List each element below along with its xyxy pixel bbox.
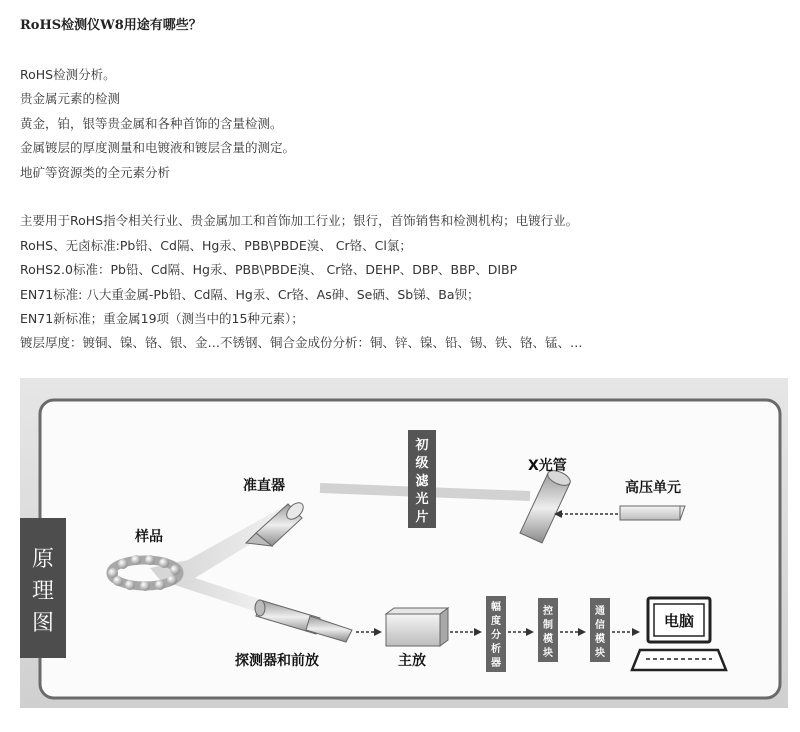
detail-line: 主要用于RoHS指令相关行业、贵金属加工和首饰加工行业；银行，首饰销售和检测机构；电镀行业。 bbox=[20, 213, 579, 229]
detail-line: EN71标准: 八大重金属-Pb铅、Cd隔、Hg汞、Cr铬、As砷、Se硒、Sb锑、Ba钡； bbox=[20, 286, 480, 302]
comm-char: 通 bbox=[595, 606, 605, 617]
side-tab bbox=[20, 518, 66, 658]
analyzer-char: 分 bbox=[491, 630, 501, 641]
side-tab-char: 图 bbox=[31, 611, 55, 636]
filter-char: 级 bbox=[415, 456, 429, 471]
main-amplifier bbox=[386, 608, 448, 646]
detail-line: 镀层厚度：镀铜、镍、铬、银、金…不锈钢、铜合金成份分析：铜、锌、镍、铅、锡、铁、铬、锰、… bbox=[20, 335, 583, 351]
filter-char: 片 bbox=[415, 510, 429, 525]
comm-char: 模 bbox=[595, 634, 605, 645]
spacer bbox=[20, 185, 583, 209]
analyzer-char: 幅 bbox=[491, 602, 501, 613]
use-line: 金属镀层的厚度测量和电镀液和镀层含量的测定。 bbox=[20, 140, 296, 156]
label-detector: 探测器和前放 bbox=[235, 653, 319, 669]
use-line: RoHS检测分析。 bbox=[20, 67, 116, 82]
page-title: RoHS检测仪W8用途有哪些？ bbox=[20, 18, 202, 33]
control-char: 控 bbox=[543, 606, 553, 617]
filter-char: 滤 bbox=[415, 474, 429, 489]
control-char: 模 bbox=[543, 634, 553, 645]
label-main-amp: 主放 bbox=[398, 653, 426, 669]
label-computer: 电脑 bbox=[663, 612, 695, 630]
hv-unit bbox=[620, 506, 685, 520]
comm-char: 块 bbox=[595, 648, 605, 659]
primary-filter bbox=[408, 430, 436, 528]
use-line: 地矿等资源类的全元素分析 bbox=[20, 164, 171, 180]
communication-module bbox=[590, 598, 610, 662]
label-xray-tube: X光管 bbox=[528, 458, 567, 474]
use-line: 黄金，铂，银等贵金属和各种首饰的含量检测。 bbox=[20, 115, 283, 131]
comm-char: 信 bbox=[595, 620, 605, 631]
label-hv-unit: 高压单元 bbox=[625, 480, 681, 496]
analyzer-char: 器 bbox=[491, 658, 501, 669]
analyzer-char: 度 bbox=[491, 616, 501, 627]
control-module bbox=[538, 598, 558, 662]
analyzer-char: 析 bbox=[491, 644, 501, 655]
label-collimator: 准直器 bbox=[243, 478, 285, 494]
principle-diagram bbox=[20, 378, 788, 708]
use-line: 贵金属元素的检测 bbox=[20, 91, 121, 107]
side-tab-char: 原 bbox=[31, 547, 55, 572]
body-text bbox=[20, 63, 583, 356]
detail-line: EN71新标准；重金属19项（测当中的15种元素）； bbox=[20, 311, 304, 327]
detail-line: RoHS2.0标准：Pb铅、Cd隔、Hg汞、PBB\PBDE溴、 Cr铬、DEHP、DBP、BBP、DIBP bbox=[20, 262, 518, 278]
amplitude-analyzer bbox=[486, 596, 506, 672]
side-tab-char: 理 bbox=[31, 579, 55, 604]
detail-line: RoHS、无卤标准:Pb铅、Cd隔、Hg汞、PBB\PBDE溴、 Cr铬、Cl氯； bbox=[20, 237, 412, 253]
label-sample: 样品 bbox=[135, 529, 163, 545]
filter-char: 初 bbox=[415, 438, 429, 453]
filter-char: 光 bbox=[415, 492, 429, 507]
control-char: 制 bbox=[543, 620, 553, 631]
control-char: 块 bbox=[543, 648, 553, 659]
